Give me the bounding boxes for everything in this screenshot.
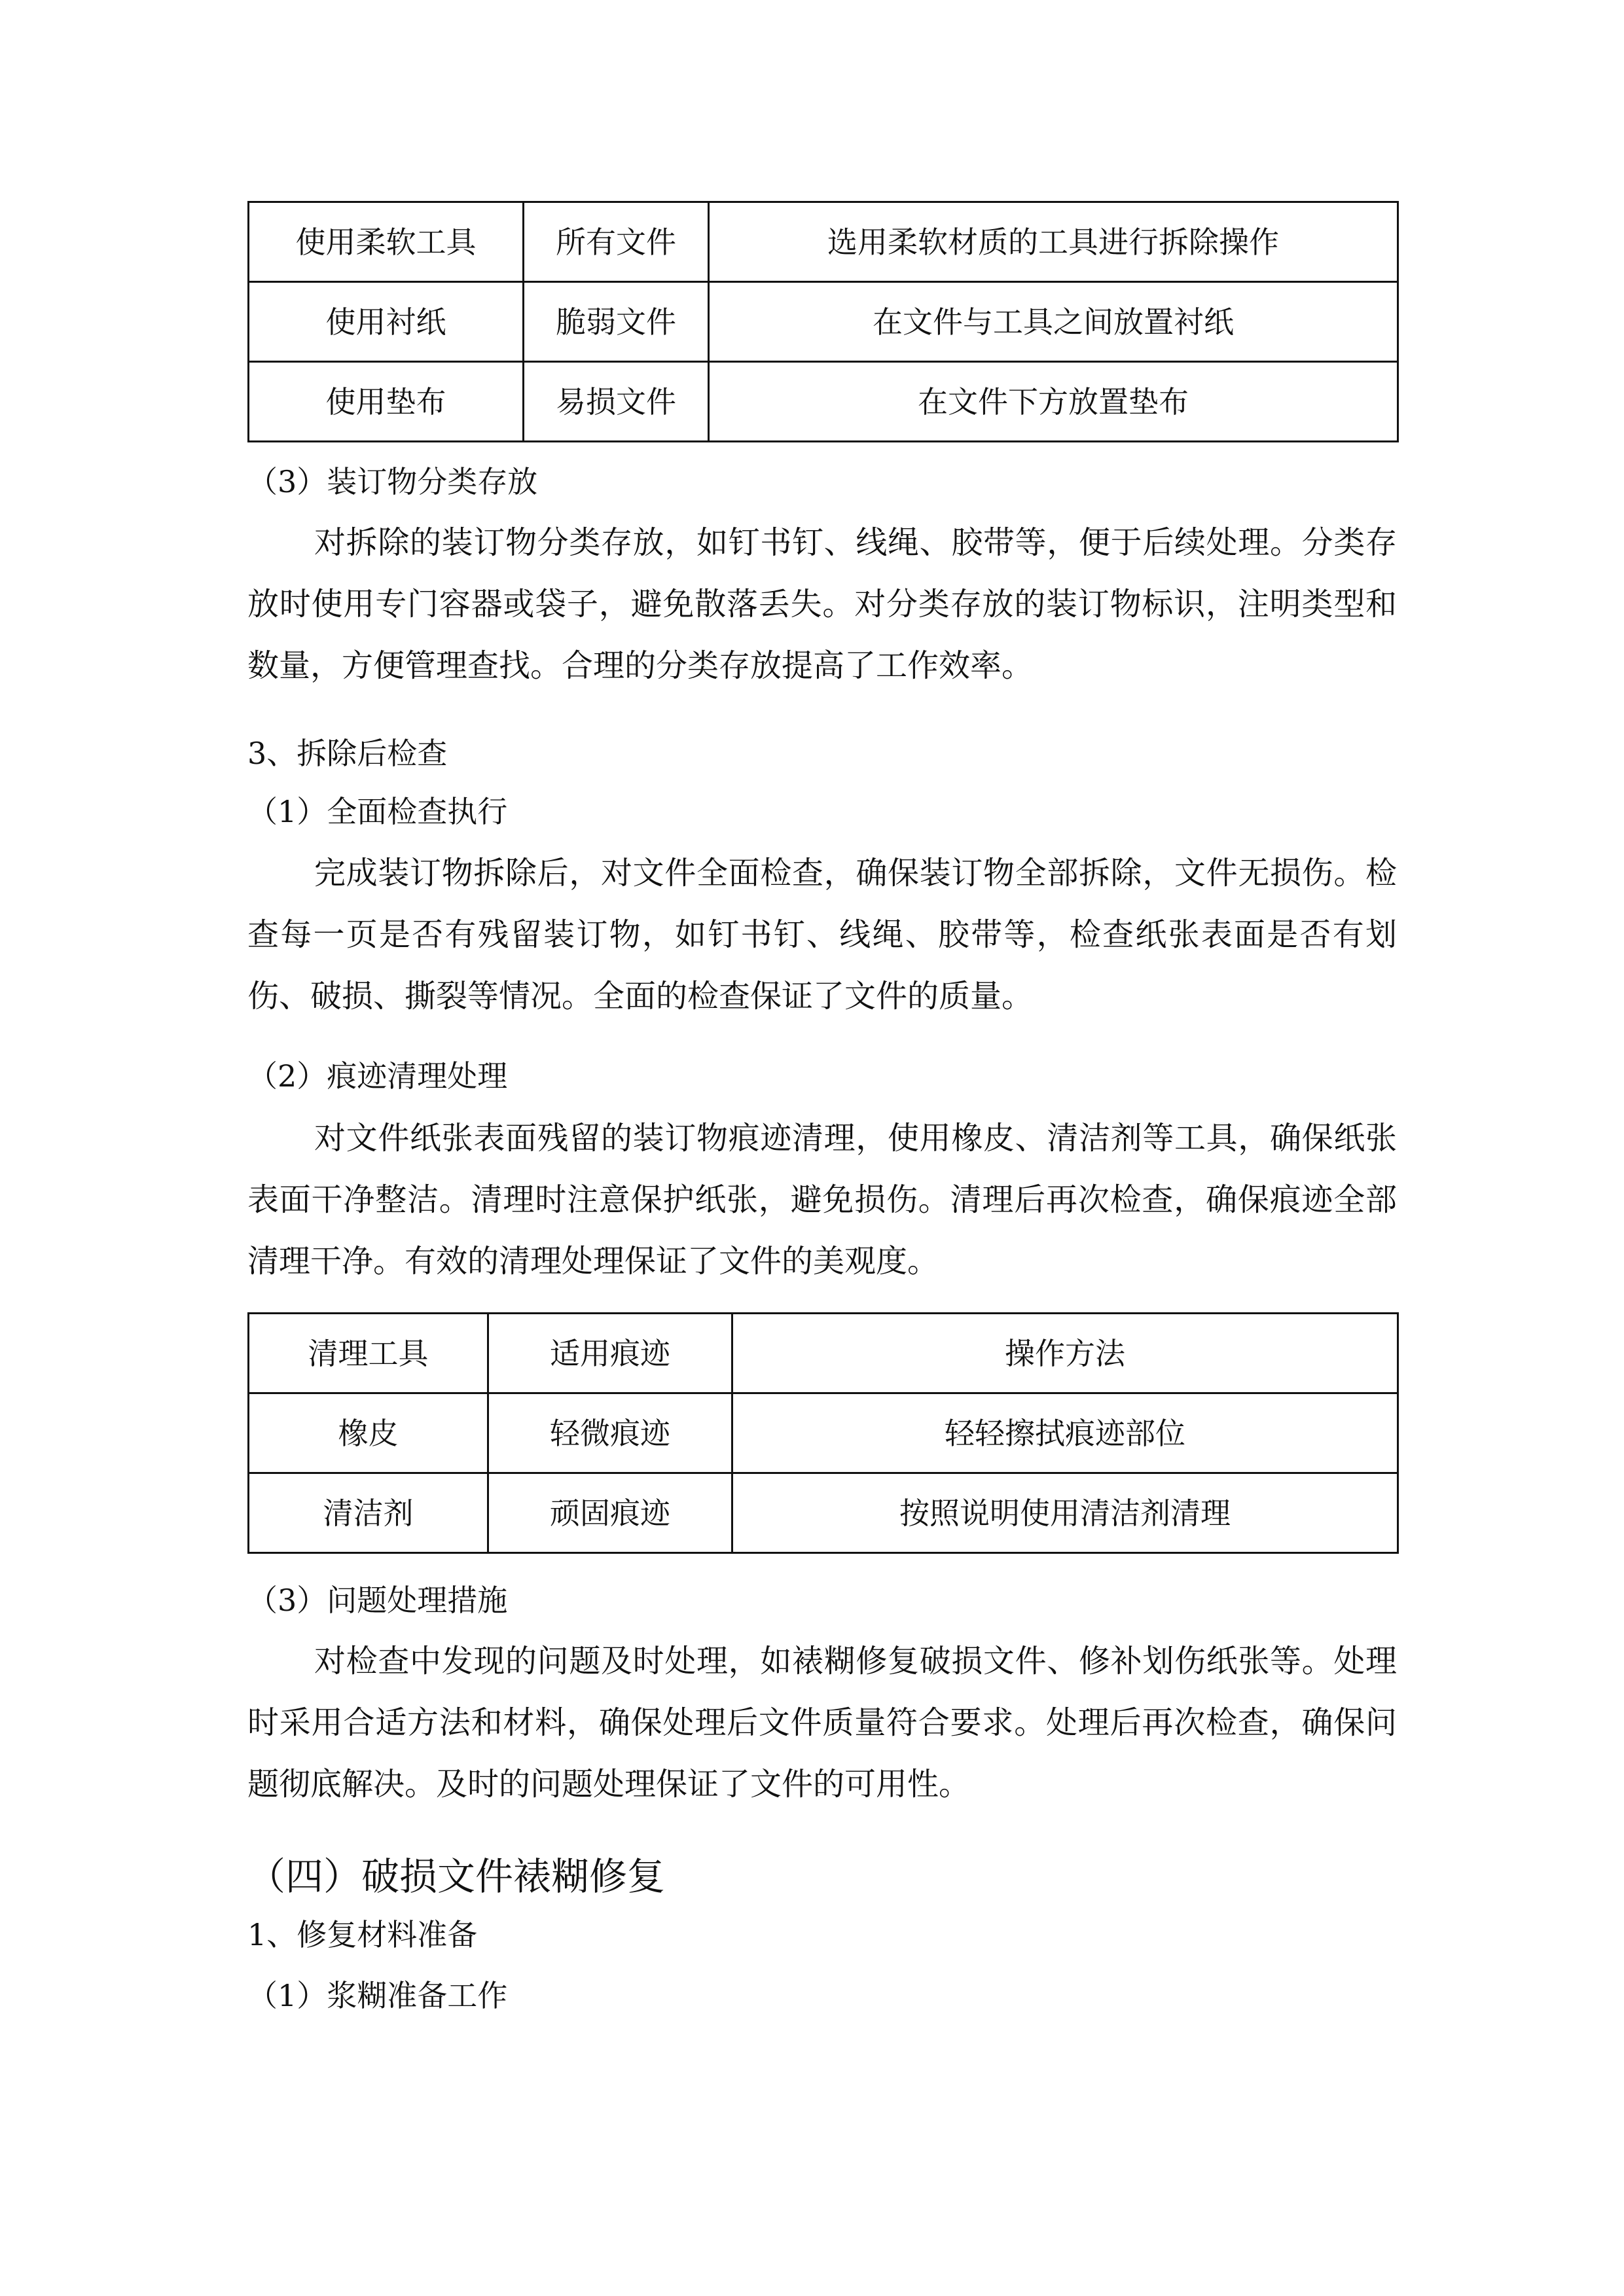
table-cell: 使用柔软工具 bbox=[249, 202, 524, 282]
paragraph: 完成装订物拆除后，对文件全面检查，确保装订物全部拆除，文件无损伤。检查每一页是否有残留装订物，如钉书钉、线绳、胶带等，检查纸张表面是否有划伤、破损、撕裂等情况。全面的检查保证了文件的质量。 bbox=[247, 855, 1397, 1014]
table-cell: 顽固痕迹 bbox=[488, 1473, 732, 1553]
table-cell: 轻轻擦拭痕迹部位 bbox=[732, 1393, 1398, 1473]
table-cell: 在文件下方放置垫布 bbox=[709, 362, 1398, 442]
table-cell: 使用衬纸 bbox=[249, 282, 524, 362]
section-heading: （2）痕迹清理处理 bbox=[247, 1058, 508, 1094]
table-row bbox=[249, 362, 1398, 442]
table-cell: 轻微痕迹 bbox=[488, 1393, 732, 1473]
tool-usage-table bbox=[247, 201, 1399, 442]
table-cell: 在文件与工具之间放置衬纸 bbox=[709, 282, 1398, 362]
cleaning-tools-table bbox=[247, 1312, 1399, 1554]
table-cell: 橡皮 bbox=[249, 1393, 488, 1473]
table-cell: 使用垫布 bbox=[249, 362, 524, 442]
table-cell: 易损文件 bbox=[524, 362, 709, 442]
section-heading: （3）装订物分类存放 bbox=[247, 464, 538, 499]
table-cell: 脆弱文件 bbox=[524, 282, 709, 362]
paragraph: 对检查中发现的问题及时处理，如裱糊修复破损文件、修补划伤纸张等。处理时采用合适方法和材料，确保处理后文件质量符合要求。处理后再次检查，确保问题彻底解决。及时的问题处理保证了文件的可用性。 bbox=[247, 1643, 1397, 1803]
section-heading: 3、拆除后检查 bbox=[247, 736, 448, 771]
table-cell: 清洁剂 bbox=[249, 1473, 488, 1553]
table-header-cell: 清理工具 bbox=[249, 1314, 488, 1393]
table-cell: 选用柔软材质的工具进行拆除操作 bbox=[709, 202, 1398, 282]
table-row bbox=[249, 1393, 1398, 1473]
paragraph: 对拆除的装订物分类存放，如钉书钉、线绳、胶带等，便于后续处理。分类存放时使用专门容器或袋子，避免散落丢失。对分类存放的装订物标识，注明类型和数量，方便管理查找。合理的分类存放提高了工作效率。 bbox=[247, 524, 1397, 684]
table-header-cell: 适用痕迹 bbox=[488, 1314, 732, 1393]
table-row bbox=[249, 1473, 1398, 1553]
section-heading: （3）问题处理措施 bbox=[247, 1583, 508, 1618]
table-row bbox=[249, 202, 1398, 282]
table-header-row bbox=[249, 1314, 1398, 1393]
table-cell: 按照说明使用清洁剂清理 bbox=[732, 1473, 1398, 1553]
section-heading: 1、修复材料准备 bbox=[247, 1917, 478, 1952]
table-header-cell: 操作方法 bbox=[732, 1314, 1398, 1393]
paragraph: 对文件纸张表面残留的装订物痕迹清理，使用橡皮、清洁剂等工具，确保纸张表面干净整洁。清理时注意保护纸张，避免损伤。清理后再次检查，确保痕迹全部清理干净。有效的清理处理保证了文件的美观度。 bbox=[247, 1120, 1397, 1280]
table-cell: 所有文件 bbox=[524, 202, 709, 282]
section-heading: （1）全面检查执行 bbox=[247, 794, 508, 829]
table-row bbox=[249, 282, 1398, 362]
chapter-heading: （四）破损文件裱糊修复 bbox=[247, 1854, 666, 1899]
section-heading: （1）浆糊准备工作 bbox=[247, 1978, 508, 2013]
